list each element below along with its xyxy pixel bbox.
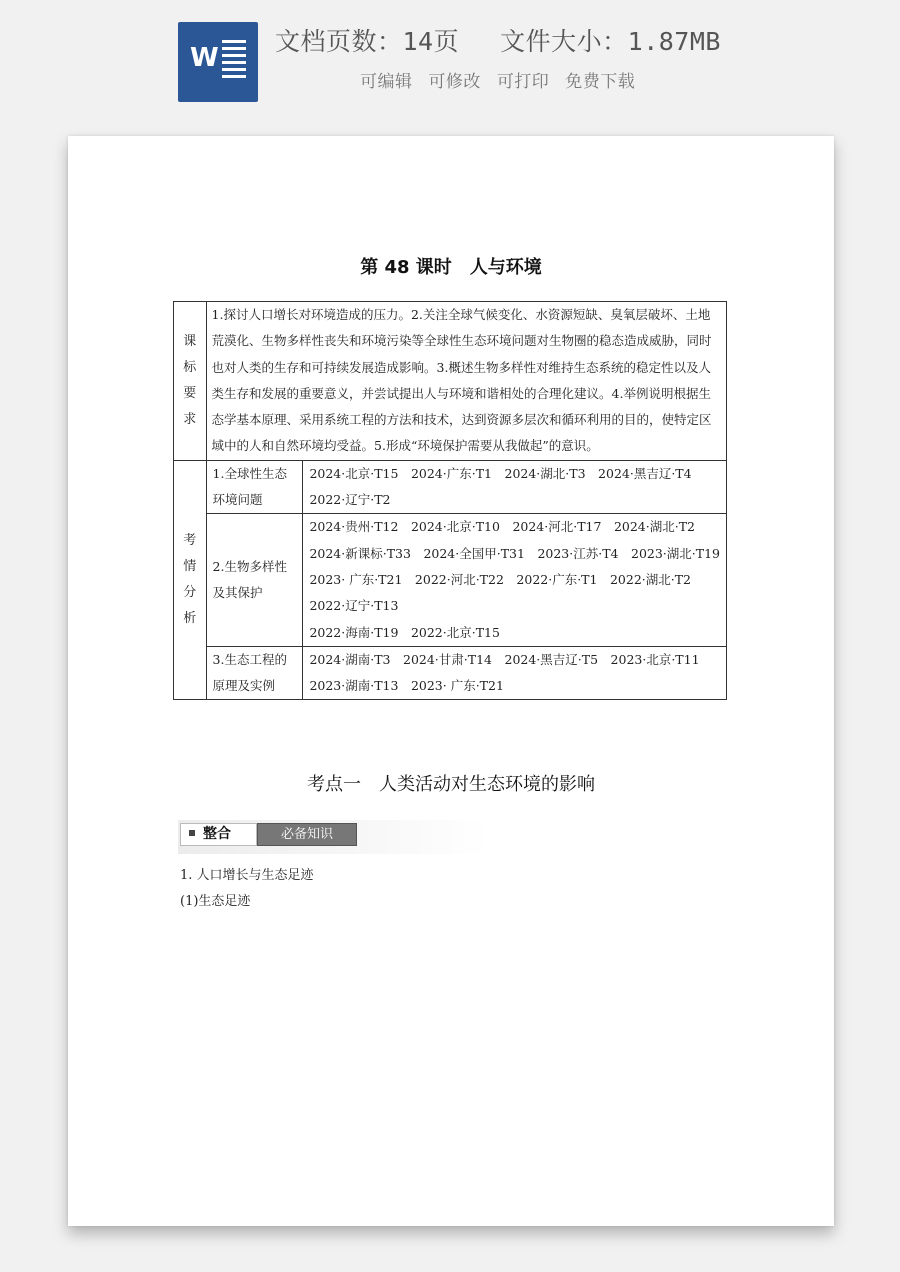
integration-label-text: 整合	[203, 826, 231, 842]
topic-cell: 2.生物多样性及其保护	[206, 514, 303, 646]
exam-years-cell	[303, 514, 727, 646]
header-char: 要	[183, 385, 197, 401]
header-char: 分	[183, 585, 197, 601]
file-features	[360, 67, 645, 92]
requirements-row	[174, 302, 727, 461]
exam-line: 2022·辽宁·T13	[309, 598, 399, 614]
essential-knowledge-tag: 必备知识	[257, 823, 357, 846]
exam-line: 2023· 广东·T21 2022·河北·T22 2022·广东·T1 2022·湖北·T2	[309, 571, 692, 587]
section-title: 考点一 人类活动对生态环境的影响	[307, 774, 595, 795]
topic-cell: 1.全球性生态环境问题	[206, 460, 303, 514]
analysis-header	[174, 460, 207, 700]
file-info-title: 文档页数：14页 文件大小：1.87MB	[275, 27, 721, 56]
exam-years-cell	[303, 460, 727, 514]
topic-cell: 3.生态工程的原理及实例	[206, 646, 303, 700]
feature-editable: 可编辑	[360, 72, 413, 92]
curriculum-table	[173, 301, 727, 700]
header-char: 考	[183, 533, 197, 549]
feature-free-download: 免费下载	[565, 72, 636, 92]
header-char: 标	[183, 359, 197, 375]
integration-label	[180, 823, 257, 846]
exam-line: 2022·海南·T19 2022·北京·T15	[309, 624, 500, 640]
analysis-row	[174, 514, 727, 646]
exam-line: 2024·贵州·T12 2024·北京·T10 2024·河北·T17 2024·湖北·T2	[309, 519, 695, 535]
feature-printable: 可打印	[496, 72, 550, 92]
exam-line: 2022·辽宁·T2	[309, 492, 391, 508]
exam-line: 2024·新课标·T33 2024·全国甲·T31 2023·江苏·T4 2023·湖北·T19	[309, 545, 720, 561]
header-char: 求	[183, 411, 197, 427]
integration-banner	[178, 820, 488, 854]
analysis-row	[174, 460, 727, 514]
square-bullet-icon	[189, 830, 195, 836]
paragraph-subheading: (1)生态足迹	[180, 894, 251, 909]
exam-line: 2024·北京·T15 2024·广东·T1 2024·湖北·T3 2024·黑吉辽·T4	[309, 465, 692, 481]
exam-years-cell	[303, 646, 727, 700]
header-char: 情	[183, 559, 197, 575]
word-document-icon	[178, 22, 258, 102]
download-banner	[0, 0, 900, 115]
exam-line: 2024·湖南·T3 2024·甘肃·T14 2024·黑吉辽·T5 2023·北京·T11	[309, 651, 700, 667]
exam-line: 2023·湖南·T13 2023· 广东·T21	[309, 678, 504, 694]
lesson-title: 第 48 课时 人与环境	[360, 257, 542, 278]
paragraph-heading: 1. 人口增长与生态足迹	[180, 868, 314, 883]
document-lines-icon	[222, 40, 246, 82]
word-logo-letter: W	[190, 43, 219, 73]
analysis-row	[174, 646, 727, 700]
requirements-header	[174, 302, 207, 461]
requirements-text: 1.探讨人口增长对环境造成的压力。2.关注全球气候变化、水资源短缺、臭氧层破坏、土地荒漠化、生物多样性丧失和环境污染等全球性生态环境问题对生物圈的稳态造成威胁，同时也对人类的生存和可持续发展造成影响。3.概述生物多样性对维持生态系统的稳定性以及人类生存和发展的重要意义，并尝试提出人与环境和谐相处的合理化建议。4.举例说明根据生态学基本原理、采用系统工程的方法和技术，达到资源多层次和循环利用的目的，使特定区域中的人和自然环境均受益。5.形成“环境保护需要从我做起”的意识。	[206, 302, 726, 461]
feature-modifiable: 可修改	[428, 72, 481, 92]
document-page	[68, 136, 834, 1226]
header-char: 析	[183, 611, 197, 627]
header-char: 课	[183, 333, 197, 349]
